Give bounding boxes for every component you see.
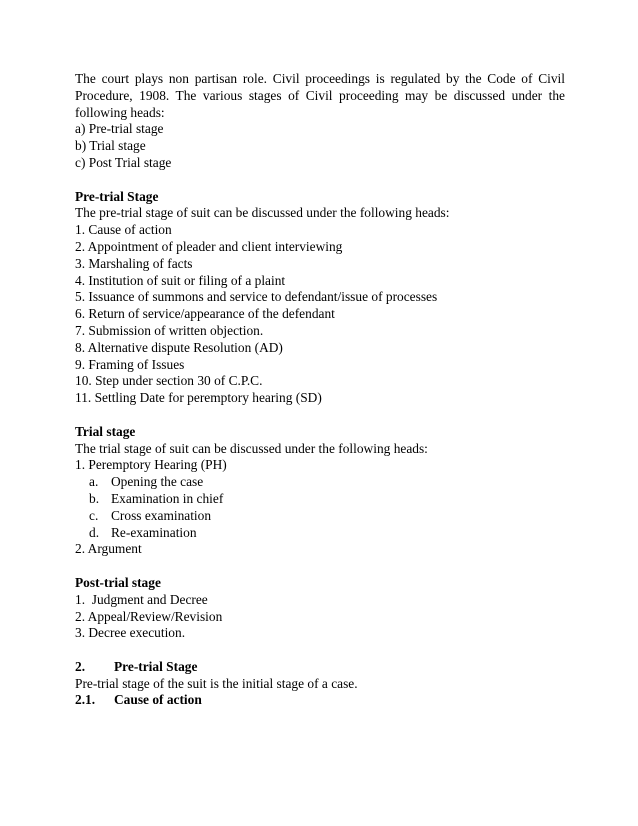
subitem-text: Re-examination <box>111 524 197 540</box>
subitem-marker: c. <box>89 507 99 523</box>
pretrial-item: 11. Settling Date for peremptory hearing (SD) <box>75 390 322 406</box>
pretrial-item: 10. Step under section 30 of C.P.C. <box>75 373 263 389</box>
head-item: c) Post Trial stage <box>75 154 172 170</box>
subsection-number: 2.1. <box>75 692 96 708</box>
head-item: b) Trial stage <box>75 138 146 154</box>
subsection-title: Cause of action <box>114 692 202 708</box>
subitem-text: Cross examination <box>111 507 212 523</box>
section-number: 2. <box>75 658 86 674</box>
section-2-text: Pre-trial stage of the suit is the initial stage of a case. <box>75 675 358 691</box>
subitem-marker: b. <box>89 490 100 506</box>
subitem-marker: a. <box>89 474 99 490</box>
document-page <box>75 71 565 709</box>
subitem-marker: d. <box>89 524 100 540</box>
section-2-1-heading <box>75 692 565 709</box>
posttrial-item: 3. Decree execution. <box>75 625 186 641</box>
pretrial-heading: Pre-trial Stage <box>75 188 159 204</box>
trial-subitem <box>75 525 565 542</box>
pretrial-item: 7. Submission of written objection. <box>75 322 264 338</box>
subitem-text: Examination in chief <box>111 490 224 506</box>
pretrial-item: 9. Framing of Issues <box>75 356 185 372</box>
pretrial-lead: The pre-trial stage of suit can be discussed under the following heads: <box>75 205 450 221</box>
trial-item: 1. Peremptory Hearing (PH) <box>75 457 227 473</box>
head-item: a) Pre-trial stage <box>75 121 164 137</box>
intro-paragraph: The court plays non partisan role. Civil proceedings is regulated by the Code of Civil Procedure, 1908. The various stages of Civil proceeding may be discussed under the following heads: <box>75 71 565 120</box>
pretrial-item: 6. Return of service/appearance of the defendant <box>75 306 335 322</box>
posttrial-item: 2. Appeal/Review/Revision <box>75 608 223 624</box>
trial-subitem <box>75 491 565 508</box>
trial-subitem <box>75 474 565 491</box>
subitem-text: Opening the case <box>111 474 204 490</box>
trial-item: 2. Argument <box>75 541 142 557</box>
posttrial-heading: Post-trial stage <box>75 574 161 590</box>
pretrial-item: 3. Marshaling of facts <box>75 255 193 271</box>
section-title: Pre-trial Stage <box>114 658 198 674</box>
trial-lead: The trial stage of suit can be discussed under the following heads: <box>75 440 428 456</box>
pretrial-item: 1. Cause of action <box>75 222 172 238</box>
pretrial-item: 5. Issuance of summons and service to defendant/issue of processes <box>75 289 438 305</box>
pretrial-item: 2. Appointment of pleader and client interviewing <box>75 238 343 254</box>
section-2-heading <box>75 659 565 676</box>
pretrial-item: 8. Alternative dispute Resolution (AD) <box>75 339 283 355</box>
pretrial-item: 4. Institution of suit or filing of a plaint <box>75 272 286 288</box>
posttrial-item: 1. Judgment and Decree <box>75 591 208 607</box>
trial-subitem <box>75 508 565 525</box>
trial-heading: Trial stage <box>75 423 136 439</box>
